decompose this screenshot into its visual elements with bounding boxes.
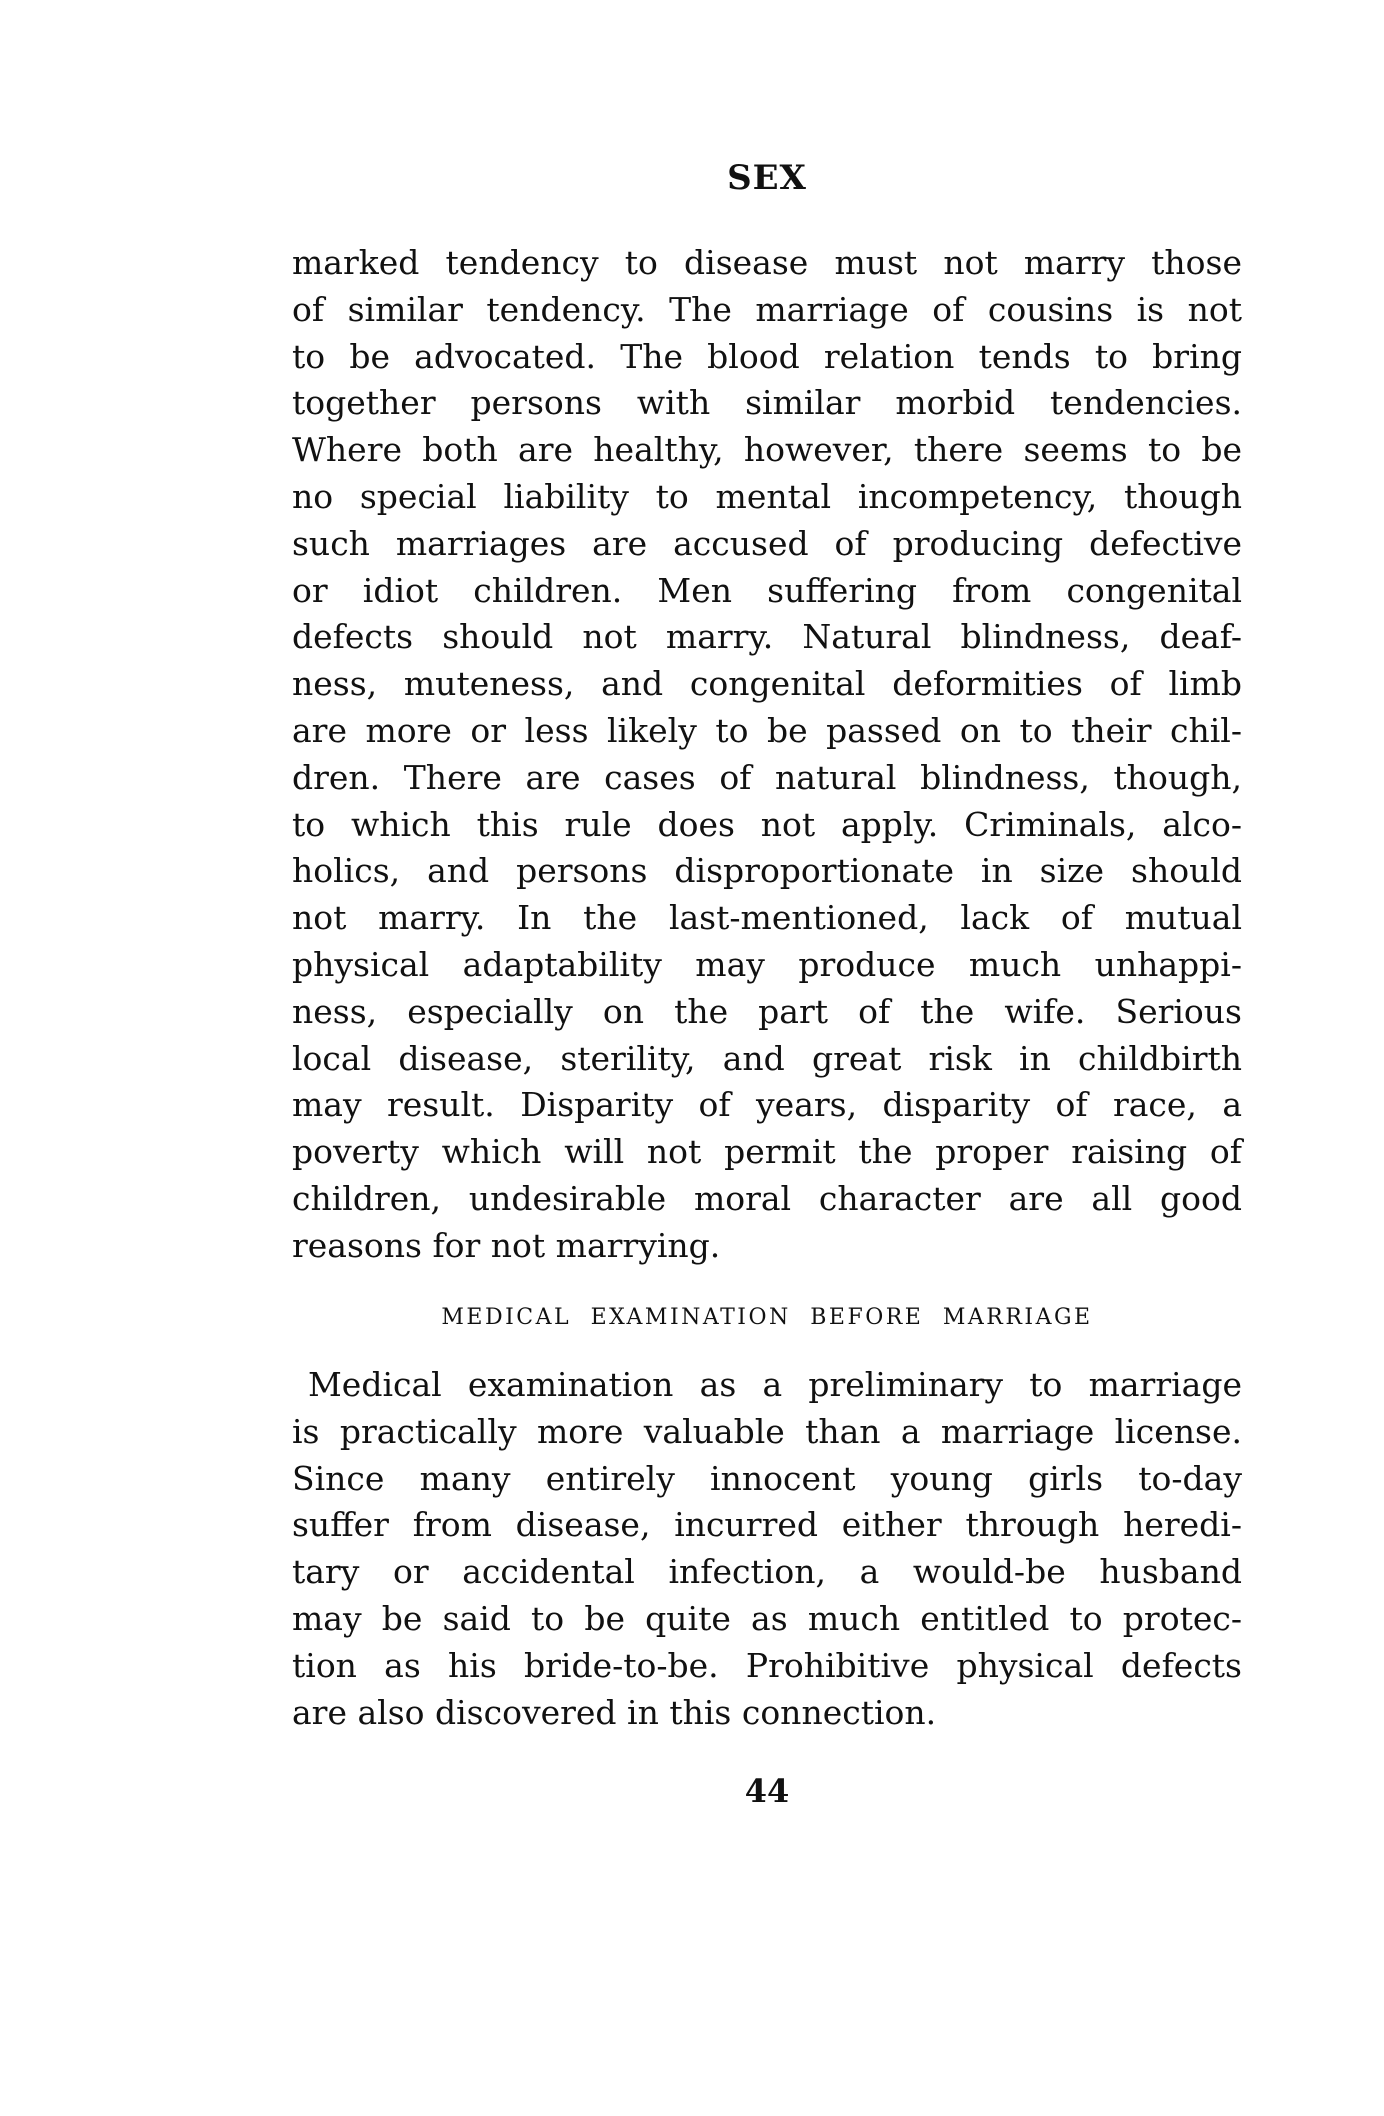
text-line: children, undesirable moral character are all good: [292, 1178, 1242, 1218]
text-line: dren. There are cases of natural blindness, though,: [292, 757, 1242, 797]
text-line: of similar tendency. The marriage of cousins is not: [292, 289, 1242, 329]
text-line: is practically more valuable than a marriage license.: [292, 1411, 1242, 1451]
page-number: 44: [744, 1772, 790, 1810]
text-line: to be advocated. The blood relation tends to bring: [292, 336, 1242, 376]
text-line: no special liability to mental incompetency, though: [292, 476, 1242, 516]
text-line: poverty which will not permit the proper raising of: [292, 1132, 1242, 1172]
text-line: are also discovered in this connection.: [292, 1692, 937, 1732]
text-line: tion as his bride-to-be. Prohibitive physical defects: [292, 1645, 1242, 1685]
text-line: defects should not marry. Natural blindness, deaf-: [292, 617, 1242, 657]
text-line: Medical examination as a preliminary to marriage: [308, 1365, 1242, 1404]
paragraph-marriage-fitness: [292, 240, 1242, 1270]
text-line: holics, and persons disproportionate in size should: [292, 851, 1242, 891]
text-line: Where both are healthy, however, there seems to be: [292, 430, 1242, 470]
text-line: marked tendency to disease must not marry those: [292, 243, 1242, 282]
text-line: not marry. In the last-mentioned, lack of mutual: [292, 898, 1242, 938]
text-line: are more or less likely to be passed on to their chil-: [292, 710, 1242, 750]
text-line: physical adaptability may produce much unhappi-: [292, 944, 1242, 984]
text-line: such marriages are accused of producing defective: [292, 523, 1242, 563]
paragraph-medical-examination: [292, 1362, 1242, 1736]
text-line: suffer from disease, incurred either through heredi-: [292, 1505, 1242, 1545]
text-line: may be said to be quite as much entitled to protec-: [292, 1598, 1242, 1638]
text-line: may result. Disparity of years, disparity of race, a: [292, 1085, 1242, 1125]
text-line: or idiot children. Men suffering from congenital: [292, 570, 1242, 610]
text-line: tary or accidental infection, a would-be husband: [292, 1552, 1242, 1592]
running-head: SEX: [727, 158, 807, 198]
text-line: together persons with similar morbid tendencies.: [292, 383, 1242, 423]
text-line: local disease, sterility, and great risk in childbirth: [292, 1038, 1242, 1078]
text-line: ness, muteness, and congenital deformities of limb: [292, 664, 1242, 704]
text-line: ness, especially on the part of the wife. Serious: [292, 991, 1242, 1031]
text-line: to which this rule does not apply. Criminals, alco-: [292, 804, 1242, 844]
text-line: reasons for not marrying.: [292, 1225, 721, 1265]
section-heading: MEDICAL EXAMINATION BEFORE MARRIAGE: [441, 1305, 1093, 1330]
text-line: Since many entirely innocent young girls to-day: [292, 1458, 1242, 1498]
